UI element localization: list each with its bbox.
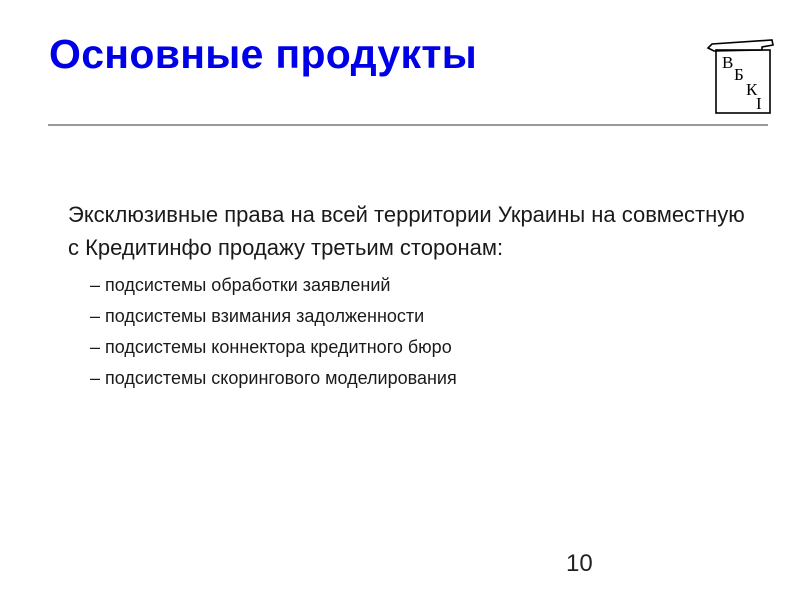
bullet-text: подсистемы взимания задолженности xyxy=(105,306,425,326)
bullet-text: подсистемы коннектора кредитного бюро xyxy=(105,337,452,357)
list-item xyxy=(90,363,748,394)
slide-title: Основные продукты xyxy=(49,31,478,77)
bullet-dash: – xyxy=(90,368,101,388)
intro-text: Эксклюзивные права на всей территории Украины на совместную с Кредитинфо продажу третьим сторонам: xyxy=(68,202,745,260)
bureau-logo xyxy=(702,36,780,116)
bullet-dash: – xyxy=(90,337,101,357)
list-item xyxy=(90,332,748,363)
bullet-list xyxy=(68,270,748,394)
slide-body xyxy=(68,198,748,394)
bullet-dash: – xyxy=(90,306,101,326)
logo-letter: В xyxy=(722,53,734,72)
list-item xyxy=(90,270,748,301)
bullet-dash: – xyxy=(90,275,101,295)
logo-letter: К xyxy=(746,80,758,99)
logo-letter: Б xyxy=(734,65,744,84)
logo-letter: І xyxy=(756,94,762,113)
bullet-text: подсистемы скорингового моделирования xyxy=(105,368,457,388)
page-number: 10 xyxy=(566,550,593,577)
list-item xyxy=(90,301,748,332)
title-divider xyxy=(48,124,768,126)
bullet-text: подсистемы обработки заявлений xyxy=(105,275,391,295)
